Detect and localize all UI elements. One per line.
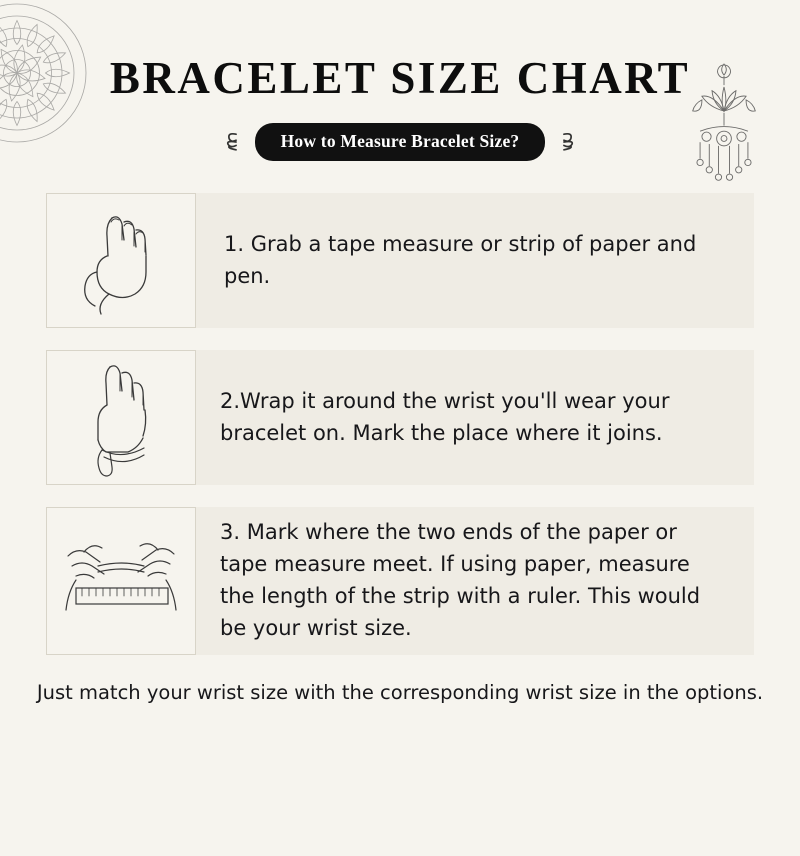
list-item xyxy=(46,507,754,655)
step-text-3: 3. Mark where the two ends of the paper or tape measure meet. If using paper, measure the length of the strip with a ruler. This would be your wrist size. xyxy=(220,520,701,640)
page-title: BRACELET SIZE CHART xyxy=(109,53,691,103)
two-hands-measuring-strip-with-ruler-line-drawing xyxy=(58,526,184,636)
step-figure-3 xyxy=(46,507,196,655)
subtitle-pill: How to Measure Bracelet Size? xyxy=(255,123,546,161)
list-item xyxy=(46,350,754,485)
subtitle-row xyxy=(0,123,800,161)
step-figure-1 xyxy=(46,193,196,328)
footer-note: Just match your wrist size with the corresponding wrist size in the options. xyxy=(36,680,764,704)
step-figure-2 xyxy=(46,350,196,485)
swirl-flourish-icon xyxy=(557,129,583,155)
swirl-flourish-icon xyxy=(217,129,243,155)
step-text-1: 1. Grab a tape measure or strip of paper and pen. xyxy=(224,231,697,288)
steps-list xyxy=(0,193,800,655)
hand-with-tape-around-wrist-line-drawing xyxy=(66,355,176,480)
hand-fist-line-drawing xyxy=(66,202,176,320)
list-item xyxy=(46,193,754,328)
step-text-2: 2.Wrap it around the wrist you'll wear your bracelet on. Mark the place where it joins. xyxy=(220,388,670,445)
